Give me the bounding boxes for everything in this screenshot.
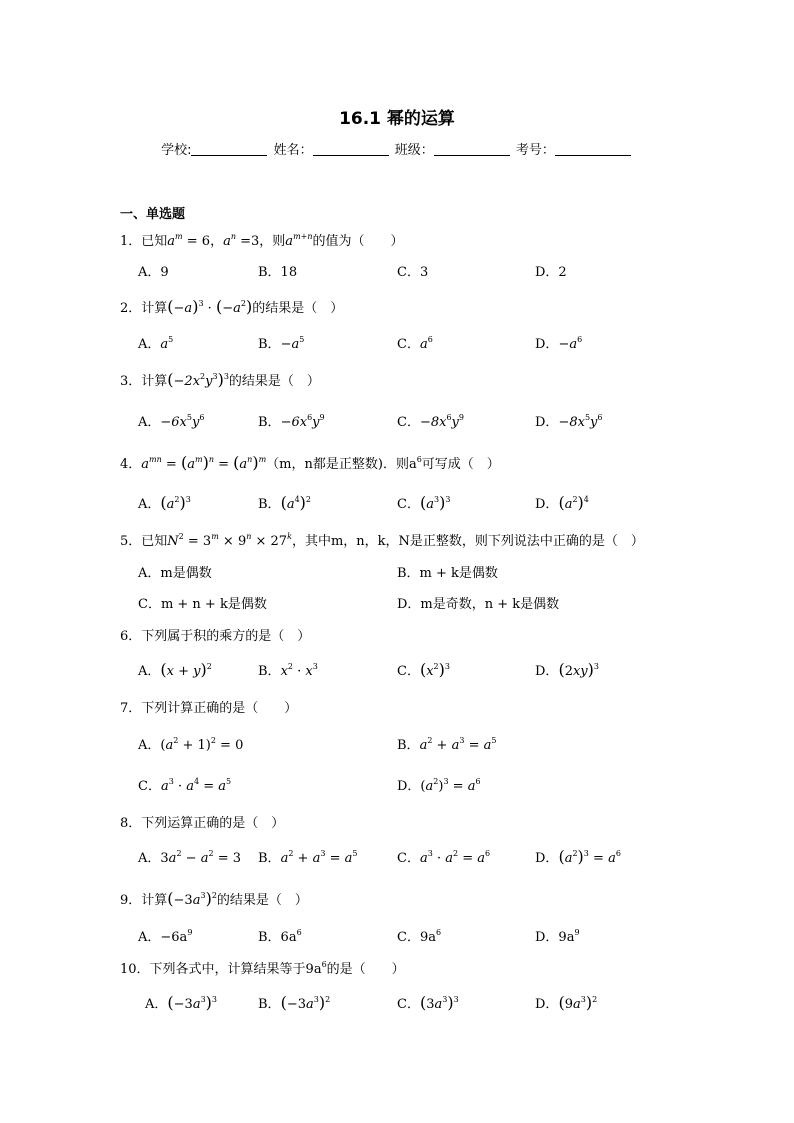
exam-number-label: 考号： xyxy=(515,143,555,158)
q8-option-b[interactable]: B．$a^2 + a^3 = a^5$ xyxy=(258,849,358,866)
q7-option-b[interactable]: B．$a^2 + a^3 = a^5$ xyxy=(397,736,497,753)
school-label: 学校: xyxy=(161,143,192,158)
question-3: 3．计算$(-2x^2y^3)^3$的结果是（ ） xyxy=(120,370,320,389)
name-blank[interactable] xyxy=(313,142,389,156)
q10-option-d[interactable]: D．$(9a^3)^2$ xyxy=(535,993,598,1012)
q9-option-c[interactable]: C．$9a^6$ xyxy=(397,928,442,945)
q5-option-c[interactable]: C．m + n + k是偶数 xyxy=(138,597,267,612)
q8-option-d[interactable]: D．$(a^2)^3 = a^6$ xyxy=(535,847,621,866)
q6-option-c[interactable]: C．$(x^2)^3$ xyxy=(397,660,450,679)
question-5: 5．已知$N^2 = 3^m \times 9^n \times 27^k$，其中m，n，k，N是正整数，则下列说法中正确的是（ ） xyxy=(120,532,644,549)
school-blank[interactable] xyxy=(191,142,267,156)
question-6: 6．下列属于积的乘方的是（ ） xyxy=(120,629,311,644)
q3-option-a[interactable]: A．$-6x^5y^6$ xyxy=(138,413,205,430)
q2-option-d[interactable]: D．$-a^6$ xyxy=(535,335,583,352)
q7-option-d[interactable]: D．$(a^2)^3 = a^6$ xyxy=(397,777,481,794)
q9-option-a[interactable]: A．$-6a^9$ xyxy=(138,928,193,945)
exam-number-blank[interactable] xyxy=(555,142,631,156)
q6-option-d[interactable]: D．$(2xy)^3$ xyxy=(535,660,599,679)
q6-option-a[interactable]: A．$(x + y)^2$ xyxy=(138,660,212,679)
q10-option-b[interactable]: B．$(-3a^3)^2$ xyxy=(258,993,331,1012)
student-info xyxy=(0,139,794,158)
q3-option-c[interactable]: C．$-8x^6y^9$ xyxy=(397,413,464,430)
q8-option-a[interactable]: A．$3a^2 - a^2 = 3$ xyxy=(138,849,241,866)
question-10: 10．下列各式中，计算结果等于$9a^6$的是（ ） xyxy=(120,960,405,977)
q3-option-b[interactable]: B．$-6x^6y^9$ xyxy=(258,413,325,430)
q4-option-d[interactable]: D．$(a^2)^4$ xyxy=(535,493,589,512)
q7-option-a[interactable]: A．$(a^2 + 1)^2 = 0$ xyxy=(138,736,244,753)
q4-option-c[interactable]: C．$(a^3)^3$ xyxy=(397,493,451,512)
question-9: 9．计算$(-3a^3)^2$的结果是（ ） xyxy=(120,889,308,908)
q1-option-a[interactable]: A．9 xyxy=(138,265,169,280)
question-4: 4．$a^{mn} = (a^m)^n = (a^n)^m(m$，n都是正整数)．则$a^6$可写成（ ） xyxy=(120,453,500,472)
q10-option-c[interactable]: C．$(3a^3)^3$ xyxy=(397,993,459,1012)
q9-option-d[interactable]: D．$9a^9$ xyxy=(535,928,580,945)
q5-option-d[interactable]: D．m是奇数，n + k是偶数 xyxy=(397,597,560,612)
class-blank[interactable] xyxy=(434,142,510,156)
q4-option-a[interactable]: A．$(a^2)^3$ xyxy=(138,493,191,512)
question-1: 1．已知$a^m = 6$，$a^n =3$，则$a^{m+n}$的值为（ ） xyxy=(120,232,404,249)
name-label: 姓名： xyxy=(273,143,313,158)
q1-option-b[interactable]: B．18 xyxy=(258,265,298,280)
q10-option-a[interactable]: A．$(-3a^3)^3$ xyxy=(145,993,218,1012)
q4-option-b[interactable]: B．$(a^4)^2$ xyxy=(258,493,312,512)
q9-option-b[interactable]: B．$6a^6$ xyxy=(258,928,302,945)
class-label: 班级： xyxy=(394,143,434,158)
q1-option-c[interactable]: C．3 xyxy=(397,265,429,280)
q2-option-a[interactable]: A．$a^5$ xyxy=(138,335,174,352)
q5-option-b[interactable]: B．m + k是偶数 xyxy=(397,566,498,581)
section-heading: 一、单选题 xyxy=(120,207,186,222)
question-8: 8．下列运算正确的是（ ） xyxy=(120,816,285,831)
q3-option-d[interactable]: D．$-8x^5y^6$ xyxy=(535,413,603,430)
q2-option-c[interactable]: C．$a^6$ xyxy=(397,335,433,352)
q6-option-b[interactable]: B．$x^2 \cdot x^3$ xyxy=(258,662,318,679)
q5-option-a[interactable]: A．m是偶数 xyxy=(138,566,212,581)
q2-option-b[interactable]: B．$-a^5$ xyxy=(258,335,305,352)
q8-option-c[interactable]: C．$a^3 \cdot a^2 = a^6$ xyxy=(397,849,491,866)
q7-option-c[interactable]: C．$a^3 \cdot a^4 = a^5$ xyxy=(138,777,232,794)
page-title: 16.1 幂的运算 xyxy=(339,109,455,129)
question-2: 2．计算$(-a)^3 \cdot (-a^2)$的结果是（ ） xyxy=(120,297,344,316)
q1-option-d[interactable]: D．2 xyxy=(535,265,567,280)
question-7: 7．下列计算正确的是（ ） xyxy=(120,701,298,716)
